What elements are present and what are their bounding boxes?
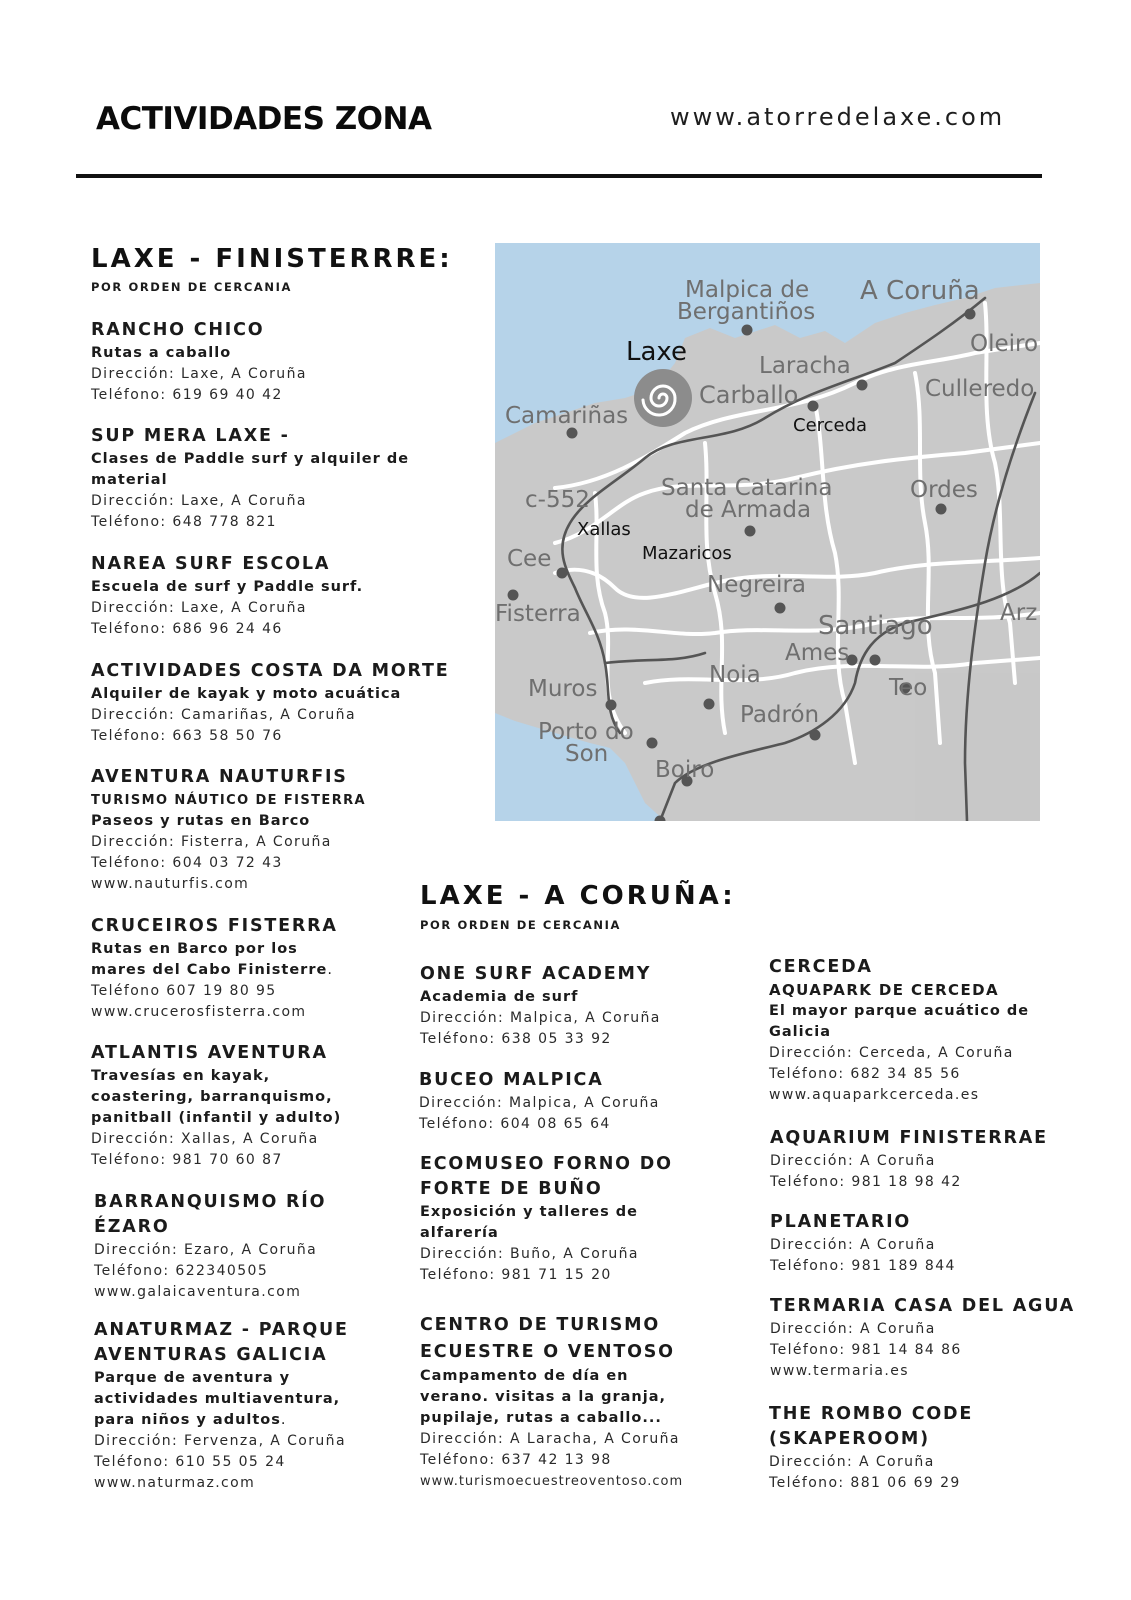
activity-name: TERMARIA CASA DEL AGUA (770, 1296, 1076, 1316)
activity-phone[interactable]: Teléfono: 610 55 05 24 (94, 1454, 286, 1470)
town-dot-acoruna (965, 309, 976, 320)
activity-description: alfarería (420, 1225, 499, 1241)
map-label-laxe: Laxe (626, 337, 688, 367)
activity-description: Escuela de surf y Paddle surf. (91, 579, 364, 595)
activity-address: Dirección: A Laracha, A Coruña (420, 1431, 680, 1447)
map-label-c552: c-552 (525, 487, 590, 513)
activity-phone[interactable]: Teléfono 607 19 80 95 (91, 983, 277, 999)
activity-address: Dirección: Laxe, A Coruña (91, 366, 307, 382)
activity-phone[interactable]: Teléfono: 648 778 821 (91, 514, 277, 530)
activity-address: Dirección: Cerceda, A Coruña (769, 1045, 1014, 1061)
activity-address: Dirección: Ezaro, A Coruña (94, 1242, 318, 1258)
section-title-finisterre: LAXE - FINISTERRRE: (91, 244, 453, 274)
activity-name: ACTIVIDADES COSTA DA MORTE (91, 661, 450, 681)
town-dot-carballo (808, 401, 819, 412)
activity-name: THE ROMBO CODE (769, 1404, 974, 1424)
town-dot-santa-catarina (745, 526, 756, 537)
map-land (915, 673, 1040, 821)
header-divider (76, 174, 1042, 178)
section-subtitle-coruna: POR ORDEN DE CERCANIA (420, 918, 622, 932)
activity-phone[interactable]: Teléfono: 981 189 844 (770, 1258, 956, 1274)
activity-address: Dirección: Malpica, A Coruña (419, 1095, 660, 1111)
activity-phone[interactable]: Teléfono: 619 69 40 42 (91, 387, 283, 403)
town-dot-padron (810, 730, 821, 741)
activity-centro-turismo-ecuestre (420, 1312, 750, 1492)
town-dot-camarinas (567, 428, 578, 439)
activity-description: coastering, barranquismo, (91, 1089, 333, 1105)
activity-description: El mayor parque acuático de Galicia (769, 1003, 1030, 1040)
website-url[interactable]: www.atorredelaxe.com (670, 103, 1006, 131)
activity-address: Dirección: A Coruña (770, 1153, 936, 1169)
activity-aventura-nauturfis (91, 765, 421, 895)
activity-cerceda (769, 955, 1099, 1106)
activity-phone[interactable]: Teléfono: 682 34 85 56 (769, 1066, 961, 1082)
activity-cruceiros-fisterra (91, 914, 421, 1023)
activity-description: Campamento de día en (420, 1368, 629, 1384)
activity-description: Rutas a caballo (91, 345, 232, 361)
activity-barranquismo-rio-ezaro (94, 1190, 424, 1303)
town-dot-porto-do-son (647, 738, 658, 749)
activity-description: Travesías en kayak, (91, 1068, 271, 1084)
map-label-porto-do: Porto do (538, 719, 634, 745)
activity-website[interactable]: www.termaria.es (770, 1363, 909, 1379)
activity-address: Dirección: A Coruña (769, 1454, 935, 1470)
map-label-ames: Ames (785, 640, 850, 666)
town-dot-muros (606, 700, 617, 711)
activity-name: AQUARIUM FINISTERRAE (770, 1128, 1048, 1148)
section-title-coruna: LAXE - A CORUÑA: (420, 881, 736, 911)
activity-address: Dirección: A Coruña (770, 1237, 936, 1253)
activity-name: ECUESTRE O VENTOSO (420, 1342, 675, 1362)
map-label-xallas: Xallas (577, 519, 631, 540)
section-subtitle-finisterre: POR ORDEN DE CERCANIA (91, 280, 293, 294)
activity-website[interactable]: www.naturmaz.com (94, 1475, 256, 1491)
activity-address: Dirección: Buño, A Coruña (420, 1246, 639, 1262)
map-label-culleredo: Culleredo (925, 376, 1035, 402)
activity-address: Dirección: Camariñas, A Coruña (91, 707, 356, 723)
activity-description: mares del Cabo Finisterre. (91, 962, 333, 978)
activity-phone[interactable]: Teléfono: 981 14 84 86 (770, 1342, 962, 1358)
activity-name: BARRANQUISMO RÍO (94, 1192, 327, 1212)
activity-name: CENTRO DE TURISMO (420, 1315, 661, 1335)
activity-phone[interactable]: Teléfono: 686 96 24 46 (91, 621, 283, 637)
activity-name: NAREA SURF ESCOLA (91, 554, 331, 574)
spiral-logo-icon (634, 369, 692, 427)
activity-name: ÉZARO (94, 1217, 170, 1237)
map-label-camarinas: Camariñas (505, 403, 629, 429)
activity-description: Paseos y rutas en Barco (91, 813, 311, 829)
map-label-arz: Arz (1000, 600, 1038, 626)
map-label-oleiros: Oleiro (970, 331, 1039, 357)
map-label-negreira: Negreira (707, 572, 806, 598)
activity-phone[interactable]: Teléfono: 637 42 13 98 (420, 1452, 612, 1468)
activity-address: Dirección: Fervenza, A Coruña (94, 1433, 346, 1449)
map-label-santa-catarina: Santa Catarina (661, 475, 833, 501)
activity-phone[interactable]: Teléfono: 981 70 60 87 (91, 1152, 283, 1168)
map-label-teo: Teo (889, 675, 928, 701)
activity-description: Exposición y talleres de (420, 1204, 638, 1220)
activity-description: Rutas en Barco por los (91, 941, 298, 957)
map-label-santiago: Santiago (818, 611, 933, 641)
activity-buceo-malpica (419, 1068, 749, 1135)
activity-website[interactable]: www.aquaparkcerceda.es (769, 1087, 980, 1103)
activity-name: CERCEDA (769, 957, 873, 977)
activity-phone[interactable]: Teléfono: 981 18 98 42 (770, 1174, 962, 1190)
map-label-de-armada: de Armada (685, 497, 812, 523)
activity-name: PLANETARIO (770, 1212, 912, 1232)
town-dot-negreira (775, 603, 786, 614)
activity-name: BUCEO MALPICA (419, 1070, 604, 1090)
activity-address: Dirección: Laxe, A Coruña (91, 493, 307, 509)
activity-website[interactable]: www.turismoecuestreoventoso.com (420, 1474, 684, 1489)
activity-description: panitball (infantil y adulto) (91, 1110, 342, 1126)
map-label-son: Son (565, 741, 609, 767)
region-map (495, 243, 1040, 821)
activity-name: FORTE DE BUÑO (420, 1179, 603, 1199)
activity-phone[interactable]: Teléfono: 622340505 (94, 1263, 269, 1279)
map-label-cerceda: Cerceda (793, 415, 868, 436)
town-dot-santiago (870, 655, 881, 666)
map-label-muros: Muros (528, 676, 598, 702)
map-label-cee: Cee (507, 546, 552, 572)
activity-phone[interactable]: Teléfono: 638 05 33 92 (420, 1031, 612, 1047)
activity-atlantis-aventura (91, 1041, 421, 1171)
map-label-acoruna: A Coruña (860, 276, 980, 306)
activity-the-rombo-code (769, 1402, 1099, 1494)
activity-name: RANCHO CHICO (91, 320, 265, 340)
activity-phone[interactable]: Teléfono: 881 06 69 29 (769, 1475, 961, 1491)
activity-description: Academia de surf (420, 989, 579, 1005)
activity-rancho-chico (91, 318, 421, 406)
activity-subheading: AQUAPARK DE CERCEDA (769, 981, 999, 999)
map-label-fisterra: Fisterra (495, 601, 581, 627)
activity-name: ECOMUSEO FORNO DO (420, 1154, 673, 1174)
activity-address: Dirección: Laxe, A Coruña (91, 600, 307, 616)
activity-description: para niños y adultos. (94, 1412, 287, 1428)
activity-subheading: TURISMO NÁUTICO DE FISTERRA (91, 793, 366, 808)
activity-name: ONE SURF ACADEMY (420, 964, 652, 984)
activity-name: (SKAPEROOM) (769, 1429, 930, 1449)
activity-name: ATLANTIS AVENTURA (91, 1043, 328, 1063)
activity-sup-mera-laxe (91, 424, 421, 533)
town-dot-laracha (857, 380, 868, 391)
map-label-noia: Noia (709, 662, 761, 688)
activity-website[interactable]: www.crucerosfisterra.com (91, 1004, 307, 1020)
activity-phone[interactable]: Teléfono: 604 08 65 64 (419, 1116, 611, 1132)
activity-name: CRUCEIROS FISTERRA (91, 916, 338, 936)
activity-name: SUP MERA LAXE - (91, 426, 290, 446)
activity-website[interactable]: www.nauturfis.com (91, 876, 250, 892)
activity-description: Alquiler de kayak y moto acuática (91, 686, 402, 702)
town-dot-ordes (936, 504, 947, 515)
activity-narea-surf-escola (91, 552, 421, 640)
activity-description: Parque de aventura y (94, 1370, 291, 1386)
activity-one-surf-academy (420, 962, 750, 1050)
activity-description: verano. visitas a la granja, (420, 1389, 667, 1405)
activity-ecomuseo-forno (420, 1152, 750, 1286)
activity-name: AVENTURAS GALICIA (94, 1345, 328, 1365)
activity-description: pupilaje, rutas a caballo... (420, 1410, 662, 1426)
activity-address: Dirección: Xallas, A Coruña (91, 1131, 319, 1147)
town-dot-cee (557, 568, 568, 579)
activity-description: actividades multiaventura, (94, 1391, 341, 1407)
town-dot-noia (704, 699, 715, 710)
map-label-ordes: Ordes (910, 477, 978, 503)
activity-address: Dirección: Fisterra, A Coruña (91, 834, 332, 850)
activity-name: AVENTURA NAUTURFIS (91, 767, 348, 787)
map-label-padron: Padrón (740, 702, 820, 728)
activity-address: Dirección: A Coruña (770, 1321, 936, 1337)
activity-aquarium-finisterrae (770, 1126, 1100, 1193)
activity-name: ANATURMAZ - PARQUE (94, 1320, 349, 1340)
activity-website[interactable]: www.galaicaventura.com (94, 1284, 302, 1300)
activity-planetario (770, 1210, 1100, 1277)
activity-costa-da-morte (91, 659, 471, 747)
activity-address: Dirección: Malpica, A Coruña (420, 1010, 661, 1026)
activity-anaturmaz (94, 1318, 424, 1494)
activity-phone[interactable]: Teléfono: 981 71 15 20 (420, 1267, 612, 1283)
activity-phone[interactable]: Teléfono: 663 58 50 76 (91, 728, 283, 744)
map-label-laracha: Laracha (759, 353, 851, 379)
activity-phone[interactable]: Teléfono: 604 03 72 43 (91, 855, 283, 871)
town-dot-malpica (742, 325, 753, 336)
activity-termaria (770, 1294, 1100, 1382)
page-title: ACTIVIDADES ZONA (96, 101, 432, 137)
map-label-bergantinos: Bergantiños (677, 299, 816, 325)
town-dot-fisterra (508, 590, 519, 601)
map-label-malpica: Malpica de (685, 277, 810, 303)
map-label-carballo: Carballo (699, 381, 799, 409)
activity-description: Clases de Paddle surf y alquiler de material (91, 451, 410, 488)
map-label-boiro: Boiro (655, 757, 715, 783)
map-label-mazaricos: Mazaricos (642, 543, 732, 564)
